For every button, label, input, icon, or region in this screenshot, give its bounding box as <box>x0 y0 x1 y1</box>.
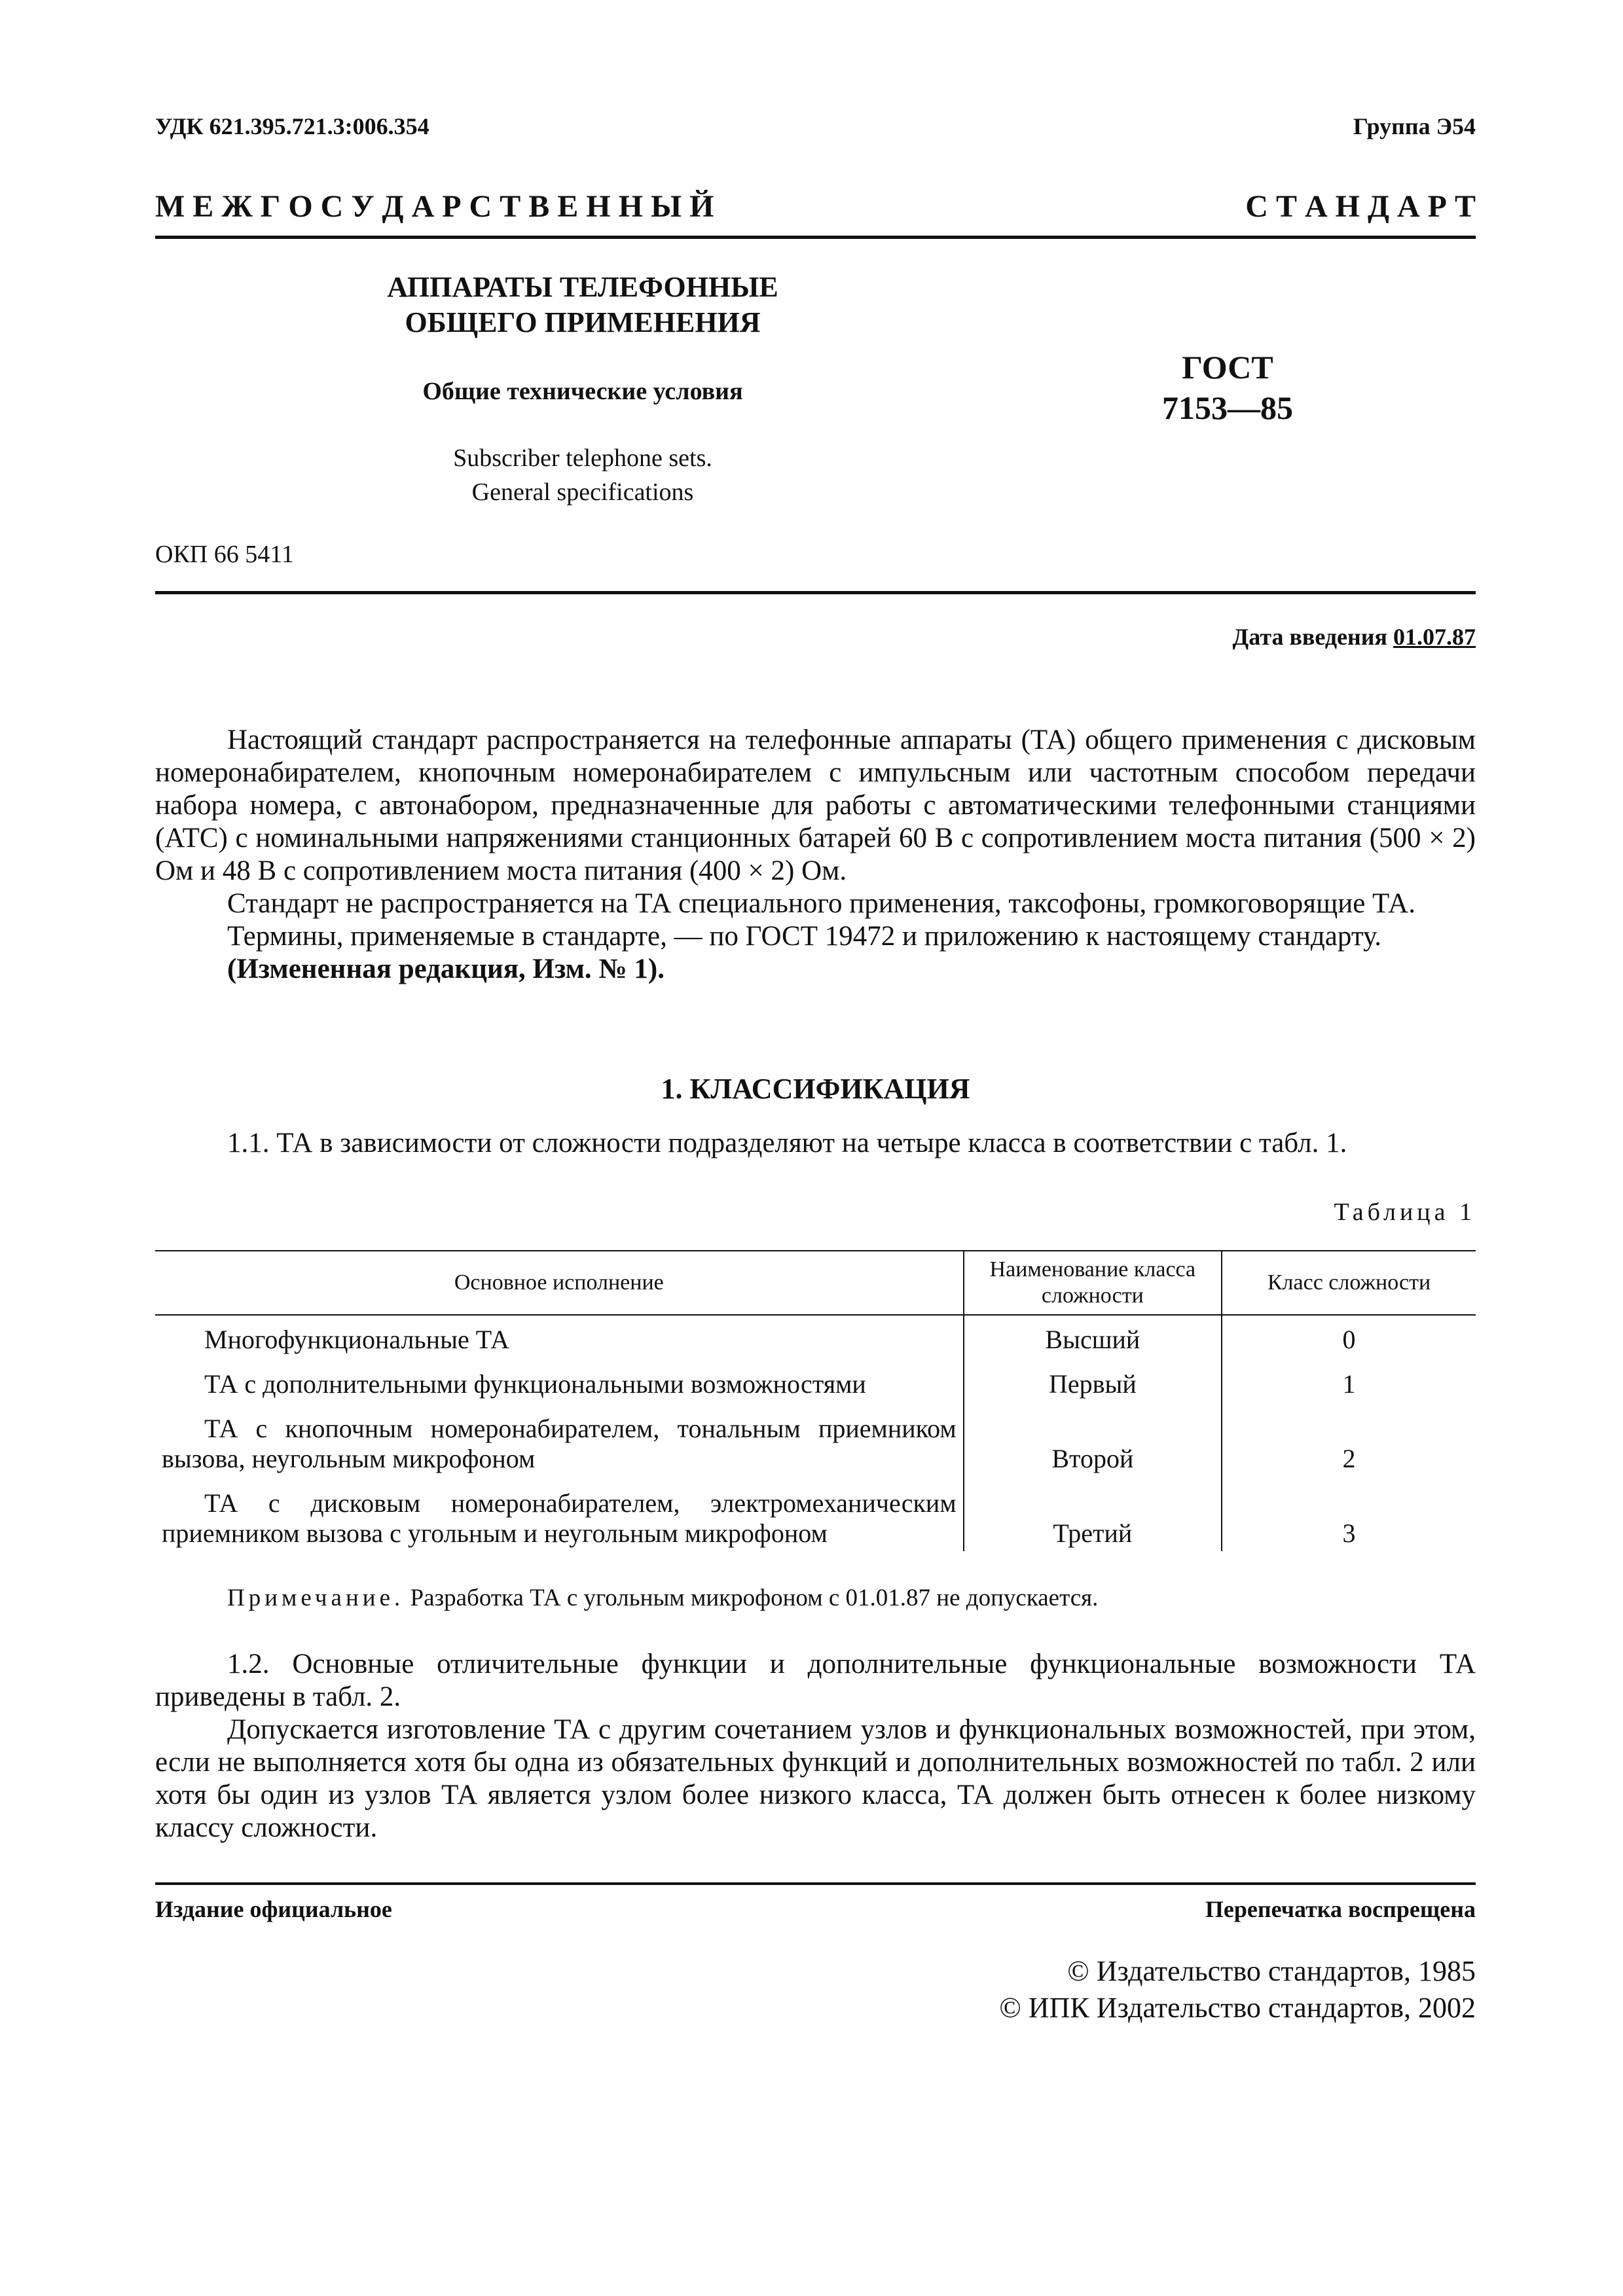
table-header-class-name: Наименование класса сложности <box>964 1251 1222 1315</box>
official-edition: Издание официальное <box>155 1896 392 1922</box>
banner-word-interstate: М Е Ж Г О С У Д А Р С Т В Е Н Н Ы Й <box>155 189 714 224</box>
table-caption: Таблица 1 <box>1334 1198 1476 1226</box>
header-divider <box>155 236 1476 239</box>
reprint-prohibited: Перепечатка воспрещена <box>1205 1896 1476 1922</box>
table-cell-class: 3 <box>1222 1477 1476 1551</box>
interstate-standard-banner <box>155 188 1476 224</box>
footer-divider <box>155 1882 1476 1885</box>
table-cell-design: ТА с дополнительными функциональными возможностями <box>204 1369 866 1399</box>
table-header-class: Класс сложности <box>1222 1251 1476 1315</box>
clause-1-1 <box>155 1127 1476 1160</box>
clause-1-2-paragraph-2: Допускается изготовление ТА с другим сочетанием узлов и функциональных возможностей, при этом, если не выполняется хотя бы одна из обязательных функций и дополнительных возможностей по табл. 2 или хотя бы один из узлов ТА является узлом более низкого класса, ТА должен быть отнесен к более низкому классу сложности. <box>155 1714 1476 1843</box>
table-cell-design: ТА с дисковым номеронабирателем, электромеханическим приемником вызова с угольным и неугольным микрофоном <box>162 1488 957 1548</box>
table-header-row <box>155 1251 1476 1315</box>
gost-label: ГОСТ <box>1182 349 1273 386</box>
amendment-note: (Измененная редакция, Изм. № 1). <box>227 954 665 984</box>
title-divider <box>155 591 1476 594</box>
table-row <box>155 1402 1476 1477</box>
udc-code: УДК 621.395.721.3:006.354 <box>155 113 429 139</box>
table-row <box>155 1477 1476 1551</box>
table-cell-class-name: Третий <box>964 1477 1222 1551</box>
clause-1-1-text: 1.1. ТА в зависимости от сложности подразделяют на четыре класса в соответствии с табл. 1. <box>227 1128 1347 1158</box>
table-row <box>155 1357 1476 1402</box>
banner-word-standard: С Т А Н Д А Р Т <box>1245 189 1476 224</box>
table-cell-class: 2 <box>1222 1402 1476 1477</box>
copyright-block <box>999 1953 1476 2026</box>
clause-1-2-text: 1.2. Основные отличительные функции и дополнительные функциональные возможности ТА приведены в табл. 2. <box>155 1649 1476 1712</box>
table-header-design: Основное исполнение <box>155 1251 964 1315</box>
english-title <box>327 441 838 509</box>
table-row <box>155 1315 1476 1357</box>
copyright-line-2: © ИПК Издательство стандартов, 2002 <box>999 1992 1476 2024</box>
note-label: Примечание. <box>227 1585 405 1611</box>
introduction-date-value: 01.07.87 <box>1393 624 1476 650</box>
gost-number <box>1087 347 1368 428</box>
table-cell-class-name: Первый <box>964 1357 1222 1402</box>
title-line-2: ОБЩЕГО ПРИМЕНЕНИЯ <box>405 306 761 338</box>
introduction-date <box>1233 623 1476 651</box>
title-line-1: АППАРАТЫ ТЕЛЕФОННЫЕ <box>387 271 778 303</box>
table-cell-class-name: Второй <box>964 1402 1222 1477</box>
introduction-date-label: Дата введения <box>1232 624 1387 650</box>
english-title-line-1: Subscriber telephone sets. <box>453 444 712 472</box>
copyright-line-1: © Издательство стандартов, 1985 <box>1067 1955 1476 1987</box>
clause-1-2 <box>155 1648 1476 1844</box>
section-title-classification: 1. КЛАССИФИКАЦИЯ <box>661 1073 970 1105</box>
table-note <box>155 1584 1476 1612</box>
table-cell-class: 1 <box>1222 1357 1476 1402</box>
table-cell-class-name: Высший <box>964 1315 1222 1357</box>
table-cell-design: Многофункциональные ТА <box>204 1325 510 1354</box>
group-code: Группа Э54 <box>1353 113 1476 139</box>
title-block <box>327 270 838 509</box>
subtitle: Общие технические условия <box>422 378 743 405</box>
gost-code: 7153—85 <box>1162 389 1293 426</box>
intro-paragraph-3: Термины, применяемые в стандарте, — по ГОСТ 19472 и приложению к настоящему стандарту. <box>227 921 1381 952</box>
okp-code: ОКП 66 5411 <box>155 541 294 568</box>
intro-paragraph-1: Настоящий стандарт распространяется на телефонные аппараты (ТА) общего применения с дисковым номеронабирателем, кнопочным номеронабирателем с импульсным или частотным способом передачи набора номера, с автонабором, предназначенные для работы с автоматическими телефонными станциями (АТС) с номинальными напряжениями станционных батарей 60 В с сопротивлением моста питания (500 × 2) Ом и 48 В с сопротивлением моста питания (400 × 2) Ом. <box>155 725 1476 886</box>
note-text: Разработка ТА с угольным микрофоном с 01.01.87 не допускается. <box>410 1585 1099 1611</box>
table-cell-class: 0 <box>1222 1315 1476 1357</box>
intro-paragraph-2: Стандарт не распространяется на ТА специального применения, таксофоны, громкоговорящие ТА. <box>227 888 1415 919</box>
english-title-line-2: General specifications <box>471 478 694 506</box>
table-cell-design: ТА с кнопочным номеронабирателем, тональным приемником вызова, неугольным микрофоном <box>162 1414 957 1473</box>
classification-table <box>155 1250 1476 1551</box>
introduction-text <box>155 724 1476 986</box>
